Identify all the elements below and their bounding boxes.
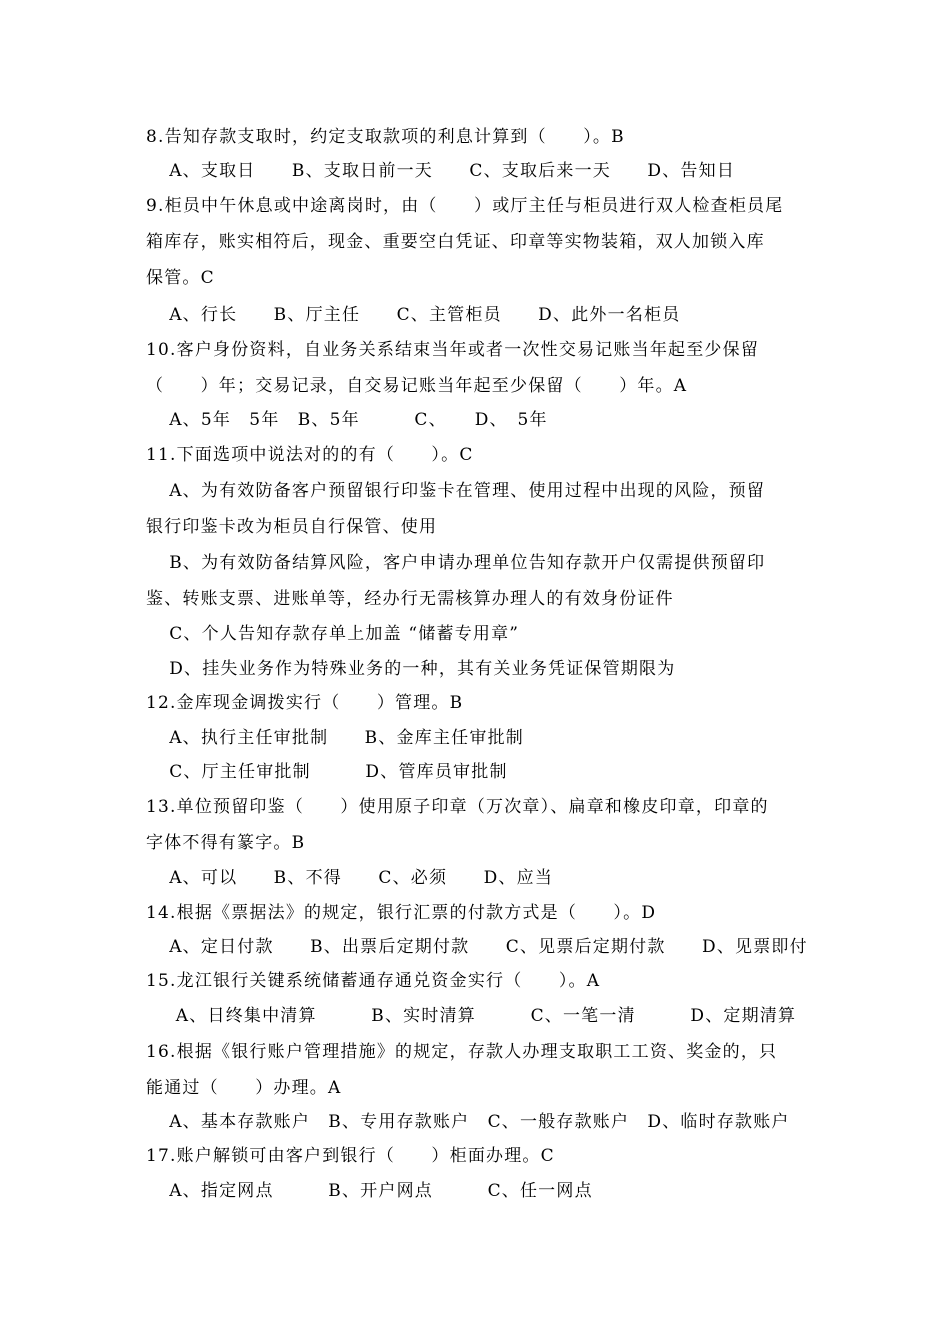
question-8-options: A、支取日 B、支取日前一天 C、支取后来一天 D、告知日 xyxy=(156,161,736,181)
question-11: 11.下面选项中说法对的的有（ ）。C xyxy=(146,445,474,465)
question-13-line-2: 字体不得有篆字。B xyxy=(146,833,306,853)
question-10: 10.客户身份资料，自业务关系结束当年或者一次性交易记账当年起至少保留 xyxy=(146,340,760,360)
question-11-option-a: A、为有效防备客户预留银行印鉴卡在管理、使用过程中出现的风险，预留 xyxy=(156,481,766,501)
question-16: 16.根据《银行账户管理措施》的规定，存款人办理支取职工工资、奖金的，只 xyxy=(146,1042,778,1062)
question-16-options: A、基本存款账户 B、专用存款账户 C、一般存款账户 D、临时存款账户 xyxy=(156,1112,790,1132)
question-11-option-b-cont: 鉴、转账支票、进账单等，经办行无需核算办理人的有效身份证件 xyxy=(146,589,674,609)
question-9-line-3: 保管。C xyxy=(146,268,215,288)
question-11-option-a-cont: 银行印鉴卡改为柜员自行保管、使用 xyxy=(146,517,438,537)
question-14-options: A、定日付款 B、出票后定期付款 C、见票后定期付款 D、见票即付 xyxy=(156,937,808,957)
question-11-option-d: D、挂失业务作为特殊业务的一种，其有关业务凭证保管期限为 xyxy=(156,659,676,679)
question-10-line-2: （ ）年；交易记录，自交易记账当年起至少保留（ ）年。A xyxy=(146,376,688,396)
question-9-line-2: 箱库存，账实相符后，现金、重要空白凭证、印章等实物装箱，双人加锁入库 xyxy=(146,232,765,252)
question-12-options-1: A、执行主任审批制 B、金库主任审批制 xyxy=(156,728,524,748)
question-15: 15.龙江银行关键系统储蓄通存通兑资金实行（ ）。A xyxy=(146,971,601,991)
question-17-options: A、指定网点 B、开户网点 C、任一网点 xyxy=(156,1181,593,1201)
question-9-options: A、行长 B、厅主任 C、主管柜员 D、此外一名柜员 xyxy=(156,305,681,325)
question-10-options: A、5年 5年 B、5年 C、 D、 5年 xyxy=(156,410,548,430)
question-9: 9.柜员中午休息或中途离岗时，由（ ）或厅主任与柜员进行双人检查柜员尾 xyxy=(146,196,784,216)
question-16-line-2: 能通过（ ）办理。A xyxy=(146,1078,342,1098)
question-13: 13.单位预留印鉴（ ）使用原子印章（万次章）、扁章和橡皮印章，印章的 xyxy=(146,797,769,817)
question-8: 8.告知存款支取时，约定支取款项的利息计算到（ ）。B xyxy=(146,127,625,147)
question-11-option-c: C、个人告知存款存单上加盖 “储蓄专用章” xyxy=(156,624,520,644)
question-17: 17.账户解锁可由客户到银行（ ）柜面办理。C xyxy=(146,1146,555,1166)
question-12: 12.金库现金调拨实行（ ）管理。B xyxy=(146,693,464,713)
question-11-option-b: B、为有效防备结算风险，客户申请办理单位告知存款开户仅需提供预留印 xyxy=(156,553,766,573)
question-13-options: A、可以 B、不得 C、必须 D、应当 xyxy=(156,868,554,888)
question-12-options-2: C、厅主任审批制 D、管库员审批制 xyxy=(156,762,508,782)
question-15-options: A、日终集中清算 B、实时清算 C、一笔一清 D、定期清算 xyxy=(156,1006,797,1026)
question-14: 14.根据《票据法》的规定，银行汇票的付款方式是（ ）。D xyxy=(146,903,657,923)
